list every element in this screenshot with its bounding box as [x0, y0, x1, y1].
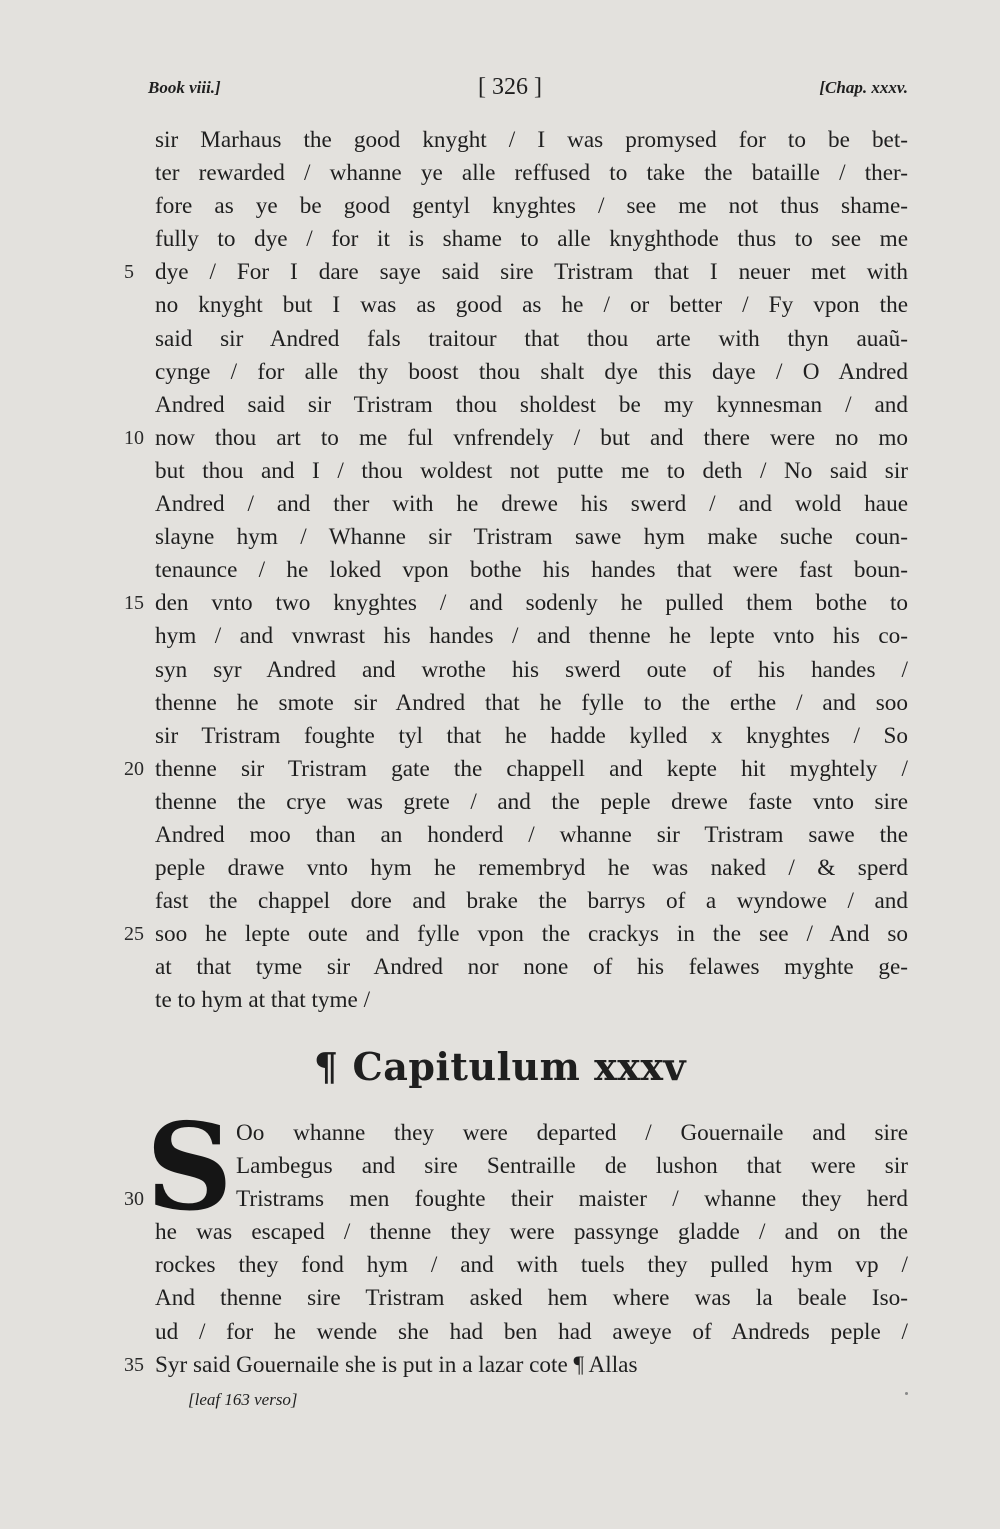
line-number: 35 [124, 1353, 144, 1376]
line-text: hym / and vnwrast his handes / and thenne he lepte vnto his co- [155, 623, 908, 650]
text-line [0, 223, 1000, 256]
leaf-note: [leaf 163 verso] [188, 1390, 298, 1409]
line-text: no knyght but I was as good as he / or better / Fy vpon the [155, 292, 908, 319]
line-text: thenne sir Tristram gate the chappell and kepte hit myghtely / [155, 755, 908, 782]
running-head-book: Book viii.] [148, 78, 221, 97]
line-text: thenne he smote sir Andred that he fylle to the erthe / and soo [155, 689, 908, 716]
line-number: 15 [124, 592, 144, 615]
page-number: [ 326 ] [478, 74, 542, 100]
line-text: rockes they fond hym / and with tuels they pulled hym vp / [155, 1252, 908, 1279]
text-line [0, 356, 1000, 389]
line-text: fore as ye be good gentyl knyghtes / see me not thus shame- [155, 193, 908, 220]
line-text: but thou and I / thou woldest not putte me to deth / No said sir [155, 457, 908, 484]
line-text: said sir Andred fals traitour that thou arte with thyn auaũ- [155, 325, 908, 352]
line-text: Syr said Gouernaile she is put in a lazar cote ¶ Allas [155, 1351, 638, 1378]
text-line [0, 1183, 1000, 1216]
chapter-heading [0, 1044, 1000, 1089]
text-line [0, 323, 1000, 356]
line-text: syn syr Andred and wrothe his swerd oute of his handes / [155, 656, 908, 683]
line-text: at that tyme sir Andred nor none of his felawes myghte ge- [155, 954, 908, 981]
line-text: And thenne sire Tristram asked hem where was la beale Iso- [155, 1285, 908, 1312]
text-line [0, 1117, 1000, 1150]
text-line [0, 157, 1000, 190]
text-line [0, 620, 1000, 653]
text-line [0, 256, 1000, 289]
text-line [0, 587, 1000, 620]
text-line [0, 554, 1000, 587]
text-line [0, 852, 1000, 885]
line-number: 30 [124, 1188, 144, 1211]
text-line [0, 753, 1000, 786]
text-line [0, 124, 1000, 157]
line-text: Andred moo than an honderd / whanne sir Tristram sawe the [155, 821, 908, 848]
line-text: Oo whanne they were departed / Gouernaile and sire [236, 1120, 908, 1146]
line-text: ter rewarded / whanne ye alle reffused to take the bataille / ther- [155, 160, 908, 187]
paper-speck [905, 1392, 908, 1395]
line-text: now thou art to me ful vnfrendely / but and there were no mo [155, 424, 908, 451]
text-line [0, 720, 1000, 753]
text-line [0, 1150, 1000, 1183]
chapter-title: Capitulum xxxv [352, 1044, 687, 1089]
line-text: sir Marhaus the good knyght / I was promysed for to be bet- [155, 127, 908, 153]
text-line [0, 786, 1000, 819]
text-line [0, 654, 1000, 687]
line-number: 10 [124, 426, 144, 449]
text-line [0, 455, 1000, 488]
text-line [0, 951, 1000, 984]
text-line [0, 422, 1000, 455]
line-text: cynge / for alle thy boost thou shalt dye this daye / O Andred [155, 358, 908, 385]
running-head-chapter: [Chap. xxxv. [819, 78, 908, 97]
drop-cap: S [146, 1097, 233, 1238]
text-line [0, 1316, 1000, 1349]
line-text: Andred / and ther with he drewe his swerd / and wold haue [155, 491, 908, 518]
text-line [0, 885, 1000, 918]
line-text: sir Tristram foughte tyl that he hadde kylled x knyghtes / So [155, 722, 908, 749]
line-number: 5 [124, 261, 134, 284]
text-line [0, 1282, 1000, 1315]
text-line [0, 190, 1000, 223]
text-line [0, 389, 1000, 422]
line-text: slayne hym / Whanne sir Tristram sawe hym make suche coun- [155, 524, 908, 551]
text-line [0, 984, 1000, 1017]
line-text: peple drawe vnto hym he remembryd he was naked / & sperd [155, 855, 908, 882]
text-line [0, 1249, 1000, 1282]
text-line [0, 289, 1000, 322]
line-text: Andred said sir Tristram thou sholdest be my kynnesman / and [155, 391, 908, 418]
text-line [0, 521, 1000, 554]
line-text: fast the chappel dore and brake the barrys of a wyndowe / and [155, 888, 908, 915]
line-text: he was escaped / thenne they were passynge gladde / and on the [155, 1219, 908, 1246]
line-text: den vnto two knyghtes / and sodenly he pulled them bothe to [155, 590, 908, 617]
line-text: fully to dye / for it is shame to alle knyghthode thus to see me [155, 226, 908, 253]
line-text: thenne the crye was grete / and the peple drewe faste vnto sire [155, 788, 908, 815]
line-text: ud / for he wende she had ben had aweye of Andreds peple / [155, 1318, 908, 1345]
text-line [0, 1216, 1000, 1249]
line-text: te to hym at that tyme / [155, 987, 371, 1014]
text-block-after [0, 1117, 1000, 1382]
text-block-before [0, 124, 1000, 1018]
line-number: 25 [124, 923, 144, 946]
text-line [0, 1349, 1000, 1382]
line-text: soo he lepte oute and fylle vpon the crackys in the see / And so [155, 921, 908, 948]
line-number: 20 [124, 757, 144, 780]
text-line [0, 488, 1000, 521]
pilcrow-icon: ¶ [313, 1044, 339, 1089]
text-line [0, 687, 1000, 720]
text-line [0, 819, 1000, 852]
line-text: Tristrams men foughte their maister / whanne they herd [236, 1186, 908, 1213]
text-line [0, 918, 1000, 951]
line-text: Lambegus and sire Sentraille de lushon that were sir [236, 1153, 908, 1180]
line-text: tenaunce / he loked vpon bothe his handes that were fast boun- [155, 557, 908, 584]
line-text: dye / For I dare saye said sire Tristram that I neuer met with [155, 259, 908, 286]
